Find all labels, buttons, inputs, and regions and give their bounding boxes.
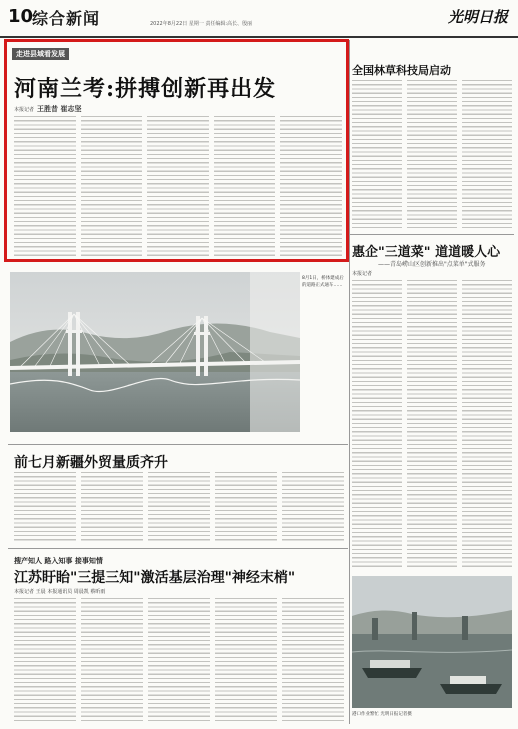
trade-body-text xyxy=(14,472,344,542)
page-number: 10 xyxy=(8,6,34,27)
bridge-photo xyxy=(10,272,300,432)
river-caption: 港口作业繁忙 光明日报记者摄 xyxy=(352,712,412,717)
enterprise-headline: 惠企"三道菜" 道道暖人心 xyxy=(352,245,501,260)
jiangsu-headline: 江苏盱眙"三提三知"激活基层治理"神经末梢" xyxy=(14,570,296,586)
forest-headline: 全国林草科技局启动 xyxy=(352,64,451,77)
page-header xyxy=(0,0,518,38)
byline-label: 本报记者 xyxy=(14,589,35,595)
bridge-illustration xyxy=(10,272,300,432)
river-illustration xyxy=(352,576,512,708)
newspaper-logo: 光明日报 xyxy=(447,8,508,26)
main-byline xyxy=(14,104,84,114)
jiangsu-kicker: 搜产知人 路入知事 接事知情 xyxy=(14,557,103,565)
byline-authors: 王胜昔 崔志坚 xyxy=(37,105,82,113)
main-headline: 河南兰考:拼搏创新再出发 xyxy=(14,76,277,102)
jiangsu-byline xyxy=(14,588,105,595)
bridge-caption: 8月1日，桥体建成后的道路正式通车…… xyxy=(302,276,344,288)
trade-headline: 前七月新疆外贸量质齐升 xyxy=(14,455,168,471)
enterprise-byline: 本报记者 xyxy=(352,271,373,277)
enterprise-body-text xyxy=(352,280,512,570)
column-divider xyxy=(349,40,350,724)
article-tag: 走进县域看发展 xyxy=(12,48,69,60)
header-meta: 2022年8月22日 星期一 责任编辑:高长、殷丽 xyxy=(150,21,253,27)
byline-authors: 王晨 本报通讯员 周晨凯 蔡昕雨 xyxy=(35,589,106,595)
enterprise-subtitle: ——青岛崂山区创新推出"点菜单"式服务 xyxy=(378,261,486,268)
divider xyxy=(8,444,348,445)
river-photo xyxy=(352,576,512,708)
divider xyxy=(8,548,348,549)
divider xyxy=(350,234,514,235)
forest-body-text xyxy=(352,80,512,230)
main-body-text xyxy=(14,116,342,256)
jiangsu-body-text xyxy=(14,598,344,724)
byline-label: 本报记者 xyxy=(14,107,35,113)
section-title: 综合新闻 xyxy=(32,9,101,28)
